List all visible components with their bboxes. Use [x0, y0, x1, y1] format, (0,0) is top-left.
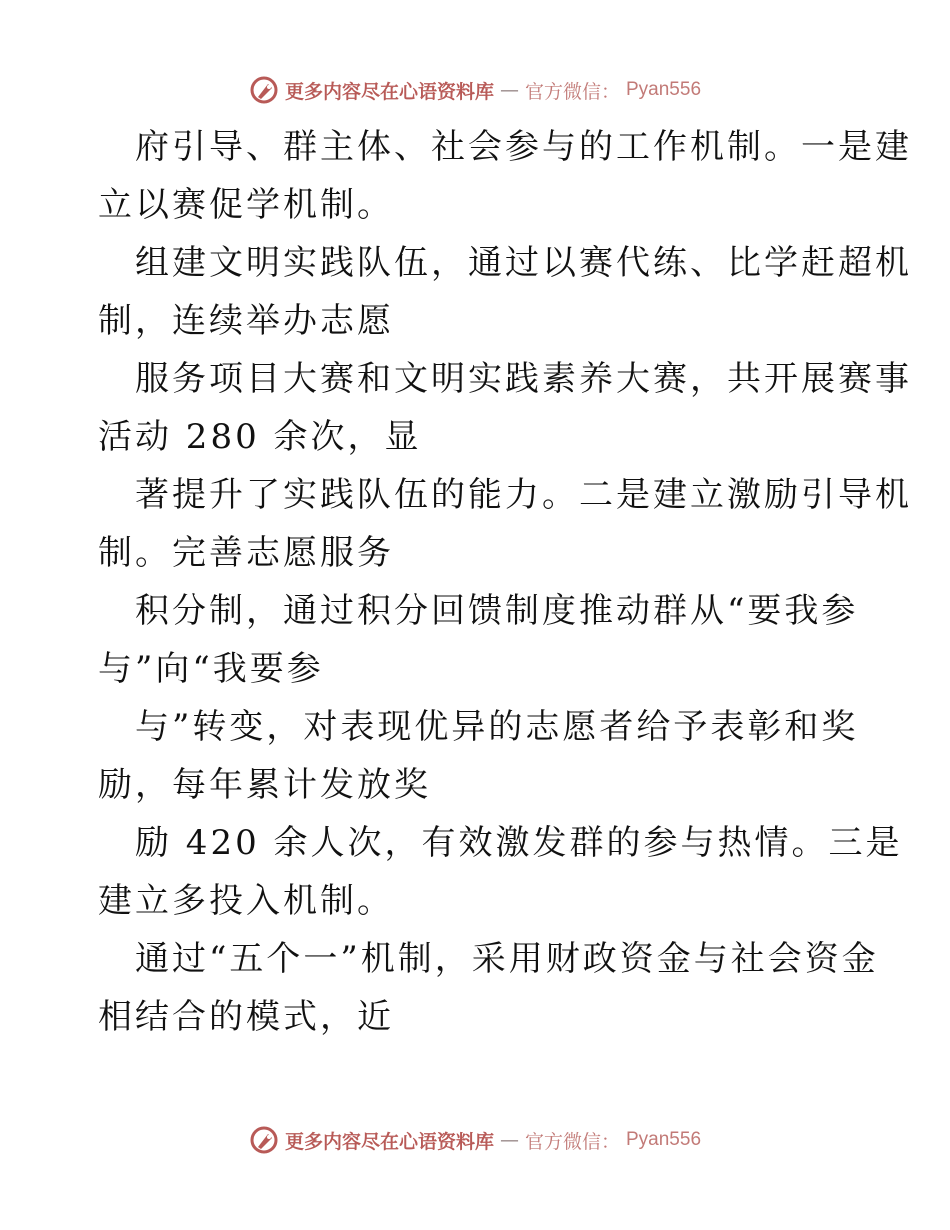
footer-banner-wechat-label: 官方微信： [524, 1130, 620, 1153]
body-line: 著提升了实践队伍的能力。二是建立激励引导机 [135, 475, 912, 515]
footer-banner-wechat-id: Pyan556 [626, 1129, 702, 1150]
header-banner [0, 70, 950, 110]
body-line: 与”转变，对表现优异的志愿者给予表彰和奖 [135, 707, 859, 747]
footer-banner-inner [249, 1125, 701, 1155]
body-line: 建立多投入机制。 [98, 881, 394, 921]
pen-nib-logo-icon [249, 1125, 279, 1155]
body-line: 组建文明实践队伍，通过以赛代练、比学赶超机 [135, 243, 912, 283]
body-line: 服务项目大赛和文明实践素养大赛，共开展赛事 [135, 359, 912, 399]
header-banner-separator: — [499, 79, 519, 101]
body-line: 与”向“我要参 [98, 649, 324, 689]
header-banner-title: 更多内容尽在心语资料库 [284, 80, 494, 103]
body-line: 活动 280 余次，显 [98, 417, 422, 457]
body-line: 立以赛促学机制。 [98, 185, 394, 225]
document-body [98, 118, 912, 1046]
body-line: 通过“五个一”机制，采用财政资金与社会资金 [135, 939, 879, 979]
header-banner-wechat-label: 官方微信： [524, 80, 620, 103]
body-line: 府引导、群主体、社会参与的工作机制。一是建 [135, 127, 912, 167]
footer-banner [0, 1120, 950, 1160]
pen-nib-logo-icon [249, 75, 279, 105]
body-line: 励，每年累计发放奖 [98, 765, 431, 805]
body-line: 制，连续举办志愿 [98, 301, 394, 341]
header-banner-inner [249, 75, 701, 105]
footer-banner-title: 更多内容尽在心语资料库 [284, 1130, 494, 1153]
body-line: 积分制，通过积分回馈制度推动群从“要我参 [135, 591, 859, 631]
footer-banner-separator: — [499, 1129, 519, 1151]
body-line: 制。完善志愿服务 [98, 533, 394, 573]
header-banner-wechat-id: Pyan556 [626, 79, 702, 100]
body-line: 相结合的模式，近 [98, 997, 394, 1037]
body-line: 励 420 余人次，有效激发群的参与热情。三是 [135, 823, 903, 863]
